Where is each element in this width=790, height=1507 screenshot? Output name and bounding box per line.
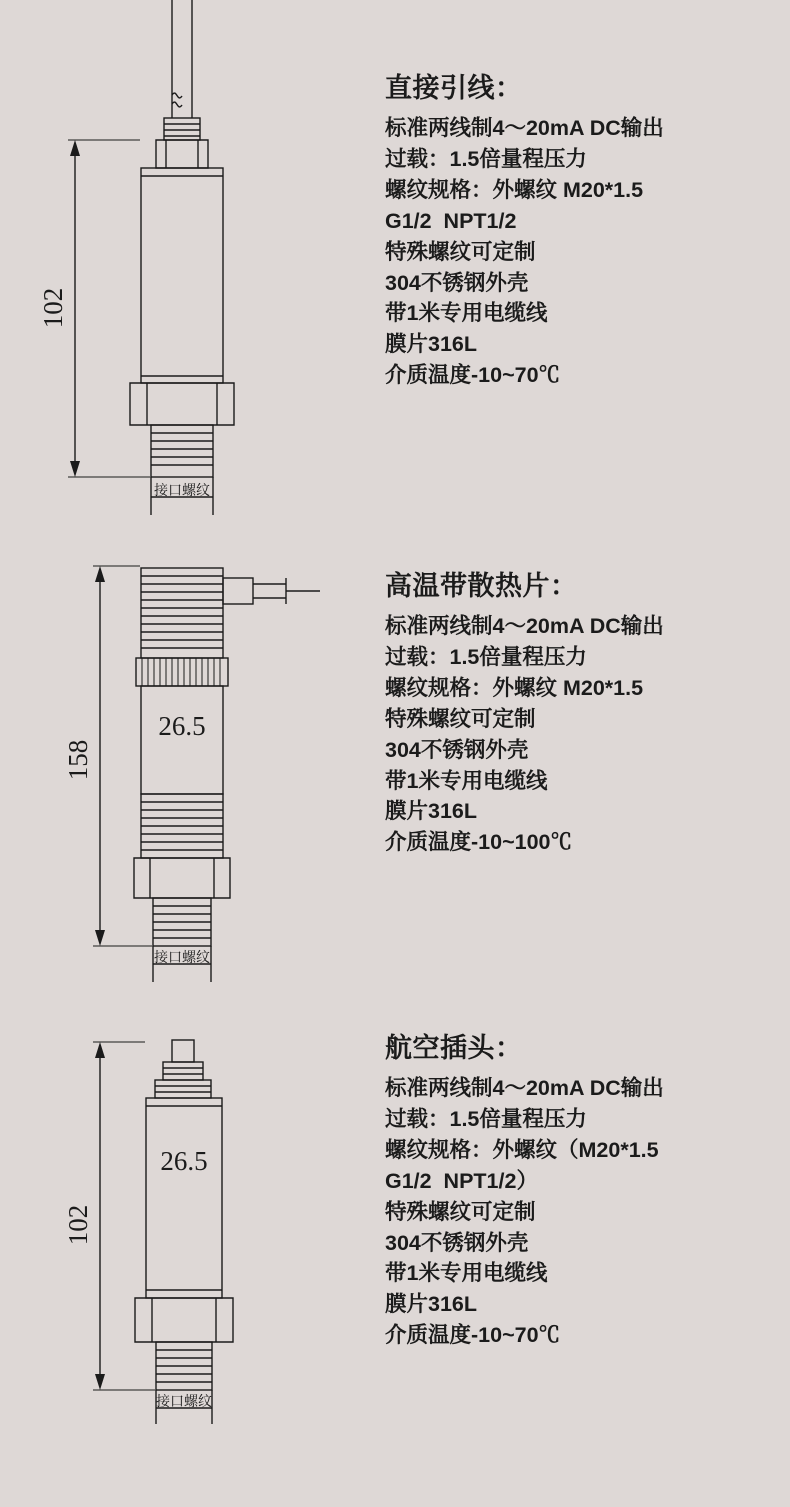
- dimension-body-label: 26.5: [160, 1146, 208, 1176]
- spec-title: 高温带散热片：: [385, 571, 578, 601]
- spec-line: 特殊螺纹可定制: [385, 706, 536, 731]
- drawing-high-temp-fins: [0, 520, 380, 1020]
- spec-line: 带1米专用电缆线: [385, 1261, 548, 1286]
- dimension-height-label: 158: [63, 739, 93, 781]
- spec-line: 标准两线制4～20mA DC输出: [385, 1075, 664, 1100]
- dimension-body-label: 26.5: [158, 711, 206, 741]
- spec-title: 航空插头：: [385, 1033, 523, 1063]
- spec-line: 螺纹规格：外螺纹 M20*1.5: [385, 675, 644, 700]
- spec-line: 螺纹规格：外螺纹（M20*1.5: [385, 1137, 659, 1162]
- specs-direct-lead: [385, 72, 785, 391]
- spec-line: 介质温度-10~100℃: [385, 830, 573, 855]
- spec-line: 标准两线制4～20mA DC输出: [385, 115, 664, 140]
- spec-title: 直接引线：: [385, 73, 523, 103]
- spec-line: 过载：1.5倍量程压力: [385, 644, 587, 669]
- thread-connection-label: 接口螺纹: [156, 1393, 212, 1409]
- spec-line: 304不锈钢外壳: [385, 270, 529, 295]
- thread-connection-label: 接口螺纹: [154, 482, 210, 498]
- spec-line: 304不锈钢外壳: [385, 1230, 529, 1255]
- spec-line: 介质温度-10~70℃: [385, 1323, 561, 1348]
- dimension-height-label: 102: [63, 1204, 93, 1246]
- spec-line: 带1米专用电缆线: [385, 768, 548, 793]
- spec-line: 膜片316L: [385, 799, 478, 824]
- thread-connection-label: 接口螺纹: [154, 949, 210, 965]
- product-section-aviation-plug: [0, 1020, 790, 1507]
- spec-line: 特殊螺纹可定制: [385, 1199, 536, 1224]
- product-section-high-temp-fins: [0, 520, 790, 1020]
- spec-line: 过载：1.5倍量程压力: [385, 1106, 587, 1131]
- spec-line: 螺纹规格：外螺纹 M20*1.5: [385, 177, 644, 202]
- spec-line: 特殊螺纹可定制: [385, 239, 536, 264]
- spec-line: 带1米专用电缆线: [385, 301, 548, 326]
- spec-line: 过载：1.5倍量程压力: [385, 146, 587, 171]
- specs-high-temp-fins: [385, 570, 785, 858]
- drawing-direct-lead: [0, 0, 380, 520]
- specs-aviation-plug: [385, 1032, 785, 1351]
- spec-line: 膜片316L: [385, 332, 478, 357]
- spec-line: 标准两线制4～20mA DC输出: [385, 613, 664, 638]
- spec-line: G1/2 NPT1/2）: [385, 1168, 538, 1193]
- dimension-height-label: 102: [38, 287, 68, 329]
- spec-line: 介质温度-10~70℃: [385, 363, 561, 388]
- spec-line: 304不锈钢外壳: [385, 737, 529, 762]
- drawing-aviation-plug: [0, 1020, 380, 1507]
- spec-line: 膜片316L: [385, 1292, 478, 1317]
- product-section-direct-lead: [0, 0, 790, 520]
- spec-line: G1/2 NPT1/2: [385, 208, 517, 233]
